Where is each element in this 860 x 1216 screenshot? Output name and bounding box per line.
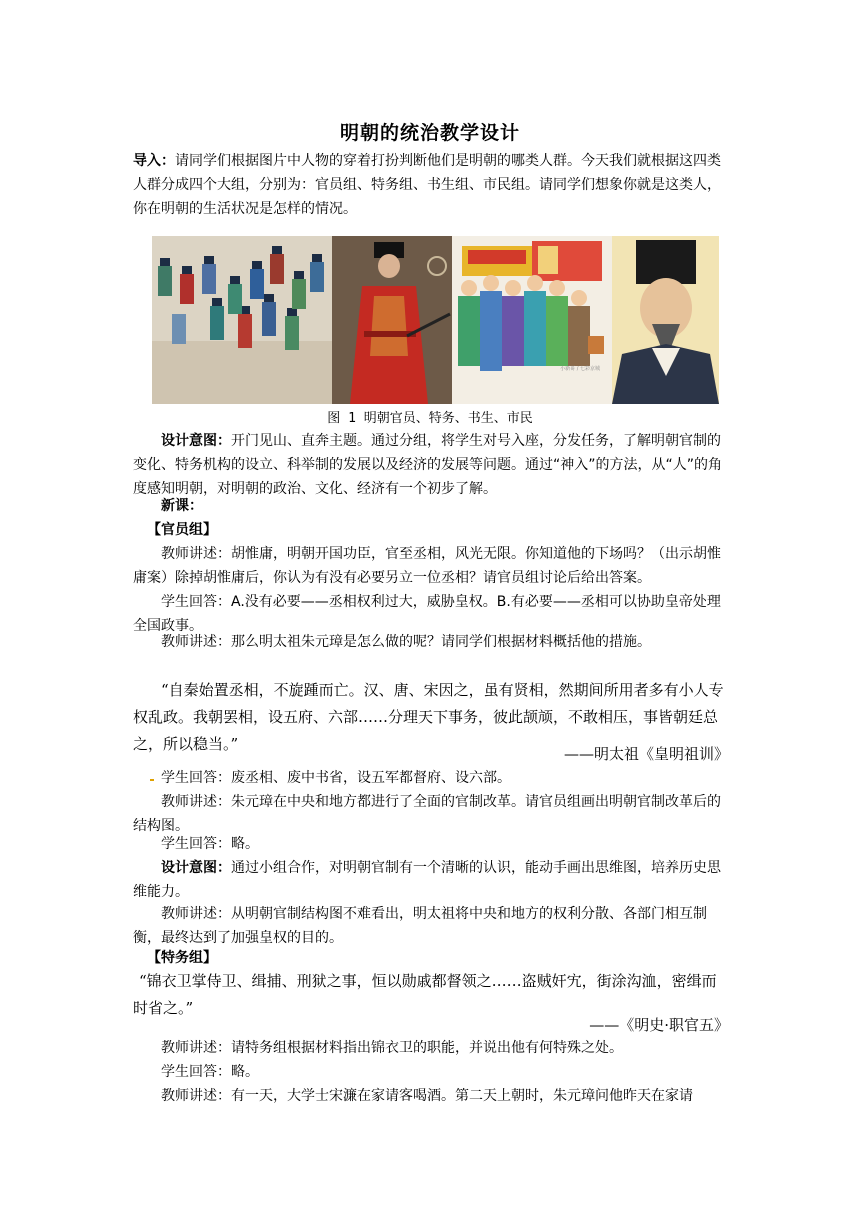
teacher-statement-1: 教师讲述：胡惟庸，明朝开国功臣，官至丞相，风光无限。你知道他的下场吗？（出示胡惟庸案）除掉胡惟庸后，你认为有没有必要另立一位丞相？请官员组讨论后给出答案。 (133, 546, 721, 586)
design-intent-1 (133, 429, 729, 501)
figure-image (152, 236, 719, 404)
quote-mingshi: “锦衣卫掌侍卫、缉捕、刑狱之事，恒以勋戚都督领之……盗贼奸宄，街涂沟洫，密缉而时省之。” (133, 972, 717, 1017)
heading-officials-group: 【官员组】 (147, 522, 217, 538)
design-intent-2-label: 设计意图： (161, 860, 231, 876)
student-answer-4: 学生回答：略。 (161, 1064, 259, 1080)
teacher-statement-2: 教师讲述：那么明太祖朱元璋是怎么做的呢？请同学们根据材料概括他的措施。 (161, 634, 651, 650)
officials-panel (152, 236, 332, 404)
guard-panel (332, 236, 452, 404)
scholars-panel (452, 236, 612, 404)
quote-source-1: ——明太祖《皇明祖训》 (563, 745, 729, 763)
student-answer-2: 学生回答：废丞相、废中书省，设五军都督府、设六部。 (161, 770, 511, 786)
student-answer-1: 学生回答：A.没有必要——丞相权利过大，威胁皇权。B.有必要——丞相可以协助皇帝处理全国政事。 (133, 594, 721, 634)
section-new-lesson: 新课： (161, 498, 203, 514)
intro-text: 请同学们根据图片中人物的穿着打扮判断他们是明朝的哪类人群。今天我们就根据这四类人群分成四个大组，分别为：官员组、特务组、书生组、市民组。请同学们想象你就是这类人，你在明朝的生活状况是怎样的情况。 (133, 153, 721, 217)
student-answer-3: 学生回答：略。 (161, 836, 259, 852)
design-intent-2 (133, 856, 729, 904)
heading-agents-group: 【特务组】 (147, 950, 217, 966)
intro-paragraph (133, 149, 729, 221)
teacher-statement-5: 教师讲述：请特务组根据材料指出锦衣卫的职能，并说出他有何特殊之处。 (161, 1040, 623, 1056)
figure-watermark: 小新哥 / 七彩京城 (560, 366, 600, 372)
quote-huangming-zuxun: “自秦始置丞相，不旋踵而亡。汉、唐、宋因之，虽有贤相，然期间所用者多有小人专权乱政。我朝罢相，设五府、六部……分理天下事务，彼此颉颃，不敢相压，事皆朝廷总之，所以稳当。” (133, 681, 724, 753)
teacher-statement-4: 教师讲述：从明朝官制结构图不难看出，明太祖将中央和地方的权利分散、各部门相互制衡，最终达到了加强皇权的目的。 (133, 906, 707, 946)
page-title: 明朝的统治教学设计 (339, 122, 520, 144)
intro-label: 导入： (133, 153, 175, 169)
figure-illustration (152, 236, 719, 404)
figure-caption: 图 1 明朝官员、特务、书生、市民 (327, 411, 533, 426)
teacher-statement-6: 教师讲述：有一天，大学士宋濂在家请客喝酒。第二天上朝时，朱元璋问他昨天在家请 (161, 1088, 693, 1104)
design-intent-1-label: 设计意图： (161, 433, 231, 449)
townsman-panel (612, 236, 719, 404)
design-intent-2-text: 通过小组合作，对明朝官制有一个清晰的认识，能动手画出思维图，培养历史思维能力。 (133, 860, 721, 900)
design-intent-1-text: 开门见山、直奔主题。通过分组，将学生对号入座，分发任务，了解明朝官制的变化、特务机构的设立、科举制的发展以及经济的发展等问题。通过“神入”的方法，从“人”的角度感知明朝，对明朝的政治、文化、经济有一个初步了解。 (133, 433, 723, 497)
teacher-statement-3: 教师讲述：朱元璋在中央和地方都进行了全面的官制改革。请官员组画出明朝官制改革后的结构图。 (133, 794, 721, 834)
quote-source-2: ——《明史·职官五》 (589, 1016, 729, 1034)
